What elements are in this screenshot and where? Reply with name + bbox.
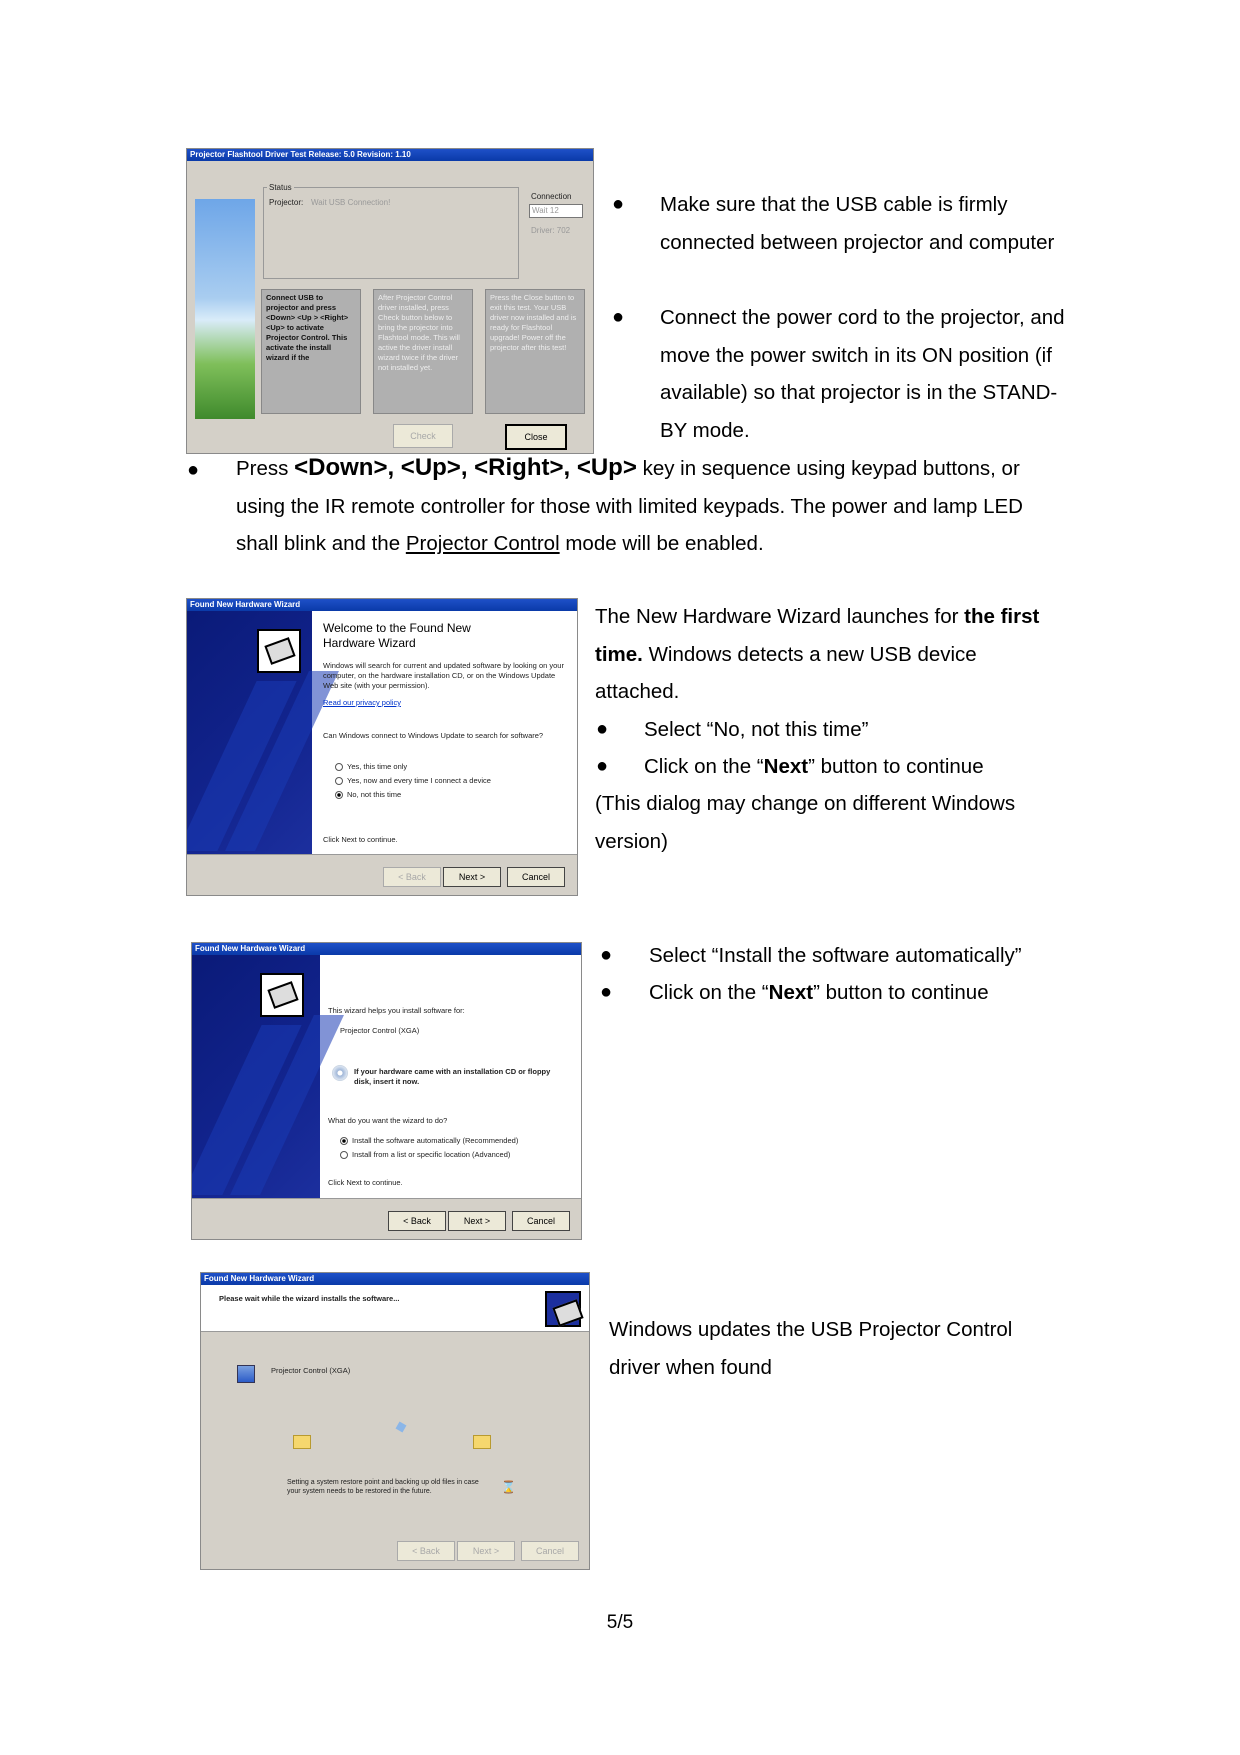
wizard-title: Found New Hardware Wizard	[187, 599, 577, 611]
click-next-b: ” button to continue	[813, 981, 989, 1004]
privacy-policy-link[interactable]: Read our privacy policy	[323, 698, 401, 707]
intro-text-a: The New Hardware Wizard launches for	[595, 605, 959, 628]
hardware-wizard-icon	[260, 973, 304, 1017]
device-name: Projector Control (XGA)	[340, 1026, 420, 1035]
wizard-title: Found New Hardware Wizard	[192, 943, 581, 955]
radio-option-yes-once[interactable]	[335, 761, 407, 772]
bullet-click-next	[644, 748, 984, 786]
windows-version-note: (This dialog may change on different Windows version)	[595, 792, 1016, 853]
radio-selected-icon	[335, 791, 343, 799]
status-label: Status	[269, 183, 292, 192]
cancel-button[interactable]: Cancel	[512, 1211, 570, 1231]
bullet-dot: ●	[596, 755, 609, 777]
projector-control-link: Projector Control	[405, 532, 560, 555]
wizard-install-screenshot	[191, 942, 582, 1240]
cd-icon	[332, 1065, 348, 1081]
click-next-a: Click on the “	[649, 981, 769, 1004]
option-label: Install the software automatically (Recommended)	[352, 1136, 519, 1145]
intro-text-bold: the first time.	[595, 605, 1040, 666]
bullet-dot: ●	[596, 718, 609, 740]
wizard-question: What do you want the wizard to do?	[328, 1116, 448, 1125]
radio-option-yes-always[interactable]	[335, 775, 491, 786]
check-button[interactable]: Check	[393, 424, 453, 448]
bullet-install-automatically: Select “Install the software automatically”	[649, 944, 1022, 967]
instruction-pane-1: Connect USB to projector and press <Down> <Up > <Right> <Up> to activate Projector Control. This activate the install wizard if the	[261, 289, 361, 414]
wizard-footer: Click Next to continue.	[323, 835, 398, 844]
radio-icon	[340, 1151, 348, 1159]
progress-status: Setting a system restore point and backing up old files in case your system needs to be restored in the future.	[287, 1479, 479, 1495]
radio-option-no[interactable]	[335, 789, 401, 800]
instruction-pane-3: Press the Close button to exit this test. Your USB driver now installed and is ready for Flashtool upgrade! Power off the projector after this test!	[485, 289, 585, 414]
back-button[interactable]: < Back	[397, 1541, 455, 1561]
option-label: Install from a list or specific location (Advanced)	[352, 1150, 511, 1159]
hourglass-icon: ⌛	[501, 1480, 516, 1494]
wizard-heading: Welcome to the Found New Hardware Wizard	[323, 621, 471, 650]
bullet-dot: ●	[600, 981, 613, 1003]
page-number: 5/5	[606, 1612, 634, 1633]
connection-field: Wait 12	[529, 204, 583, 218]
cancel-button[interactable]: Cancel	[507, 867, 565, 887]
projector-label: Projector:	[269, 198, 304, 207]
close-button[interactable]: Close	[505, 424, 567, 450]
wizard-heading: Please wait while the wizard installs the software...	[219, 1294, 400, 1303]
bullet-usb-cable: Make sure that the USB cable is firmly connected between projector and computer	[660, 193, 1055, 254]
press-keys-paragraph	[236, 449, 1066, 563]
radio-option-advanced[interactable]	[340, 1149, 510, 1160]
flying-file-icon	[396, 1422, 407, 1433]
click-next-b: ” button to continue	[808, 755, 984, 778]
hardware-wizard-icon	[545, 1291, 581, 1327]
folder-icon	[473, 1435, 491, 1449]
option-label: Yes, this time only	[347, 762, 408, 771]
option-label: No, not this time	[347, 790, 402, 799]
driver-update-text: Windows updates the USB Projector Control driver when found	[609, 1318, 1013, 1379]
click-next-a: Click on the “	[644, 755, 764, 778]
bullet-select-no: Select “No, not this time”	[644, 718, 869, 741]
radio-icon	[335, 777, 343, 785]
wizard-intro-line: This wizard helps you install software for:	[328, 1006, 465, 1015]
bullet-dot: ●	[612, 306, 625, 328]
press-end: mode will be enabled.	[565, 532, 764, 555]
back-button[interactable]: < Back	[383, 867, 441, 887]
bullet-click-next	[649, 974, 989, 1012]
radio-option-automatic[interactable]	[340, 1135, 518, 1146]
flashtool-title: Projector Flashtool Driver Test Release: 5.0 Revision: 1.10	[187, 149, 593, 161]
click-next-bold: Next	[768, 981, 814, 1004]
driver-label: Driver: 702	[531, 226, 571, 235]
option-label: Yes, now and every time I connect a device	[347, 776, 491, 785]
wizard-progress-screenshot	[200, 1272, 590, 1570]
wizard-question: Can Windows connect to Windows Update to search for software?	[323, 731, 544, 740]
press-rest: key in sequence using keypad buttons, or using the IR remote controller for those with limited keypads. The power and lamp LED shall blink and the	[236, 457, 1023, 555]
bullet-dot: ●	[612, 193, 625, 215]
projector-value: Wait USB Connection!	[311, 198, 391, 207]
radio-icon	[335, 763, 343, 771]
instruction-pane-2: After Projector Control driver installed, press Check button below to bring the projector into Flashtool mode. This will active the driver install wizard twice if the driver not installed yet.	[373, 289, 473, 414]
cd-note: If your hardware came with an installation CD or floppy disk, insert it now.	[354, 1067, 551, 1086]
wizard-title: Found New Hardware Wizard	[201, 1273, 589, 1285]
back-button[interactable]: < Back	[388, 1211, 446, 1231]
radio-selected-icon	[340, 1137, 348, 1145]
bullet-dot: ●	[187, 459, 200, 481]
connection-label: Connection	[531, 192, 572, 201]
device-name: Projector Control (XGA)	[271, 1366, 351, 1375]
next-button[interactable]: Next >	[443, 867, 501, 887]
wizard-footer: Click Next to continue.	[328, 1178, 403, 1187]
press-lead: Press	[236, 457, 289, 480]
next-button[interactable]: Next >	[457, 1541, 515, 1561]
cancel-button[interactable]: Cancel	[521, 1541, 579, 1561]
intro-text-b: Windows detects a new USB device attached.	[595, 642, 977, 703]
folder-icon	[293, 1435, 311, 1449]
bullet-power-cord: Connect the power cord to the projector, and move the power switch in its ON position (if available) so that projector is in the STAND-BY mode.	[660, 306, 1065, 442]
landscape-image	[195, 199, 255, 419]
bullet-dot: ●	[600, 944, 613, 966]
wizard-welcome-screenshot	[186, 598, 578, 896]
hardware-wizard-icon	[257, 629, 301, 673]
flashtool-screenshot	[186, 148, 594, 454]
next-button[interactable]: Next >	[448, 1211, 506, 1231]
computer-icon	[237, 1365, 255, 1383]
wizard-intro-paragraph	[595, 598, 1065, 711]
key-sequence: <Down>, <Up>, <Right>, <Up>	[294, 454, 637, 481]
click-next-bold: Next	[763, 755, 809, 778]
wizard-body: Windows will search for current and updated software by looking on your computer, on the hardware installation CD, or on the Windows Update Web site (with your permission).	[323, 661, 564, 690]
